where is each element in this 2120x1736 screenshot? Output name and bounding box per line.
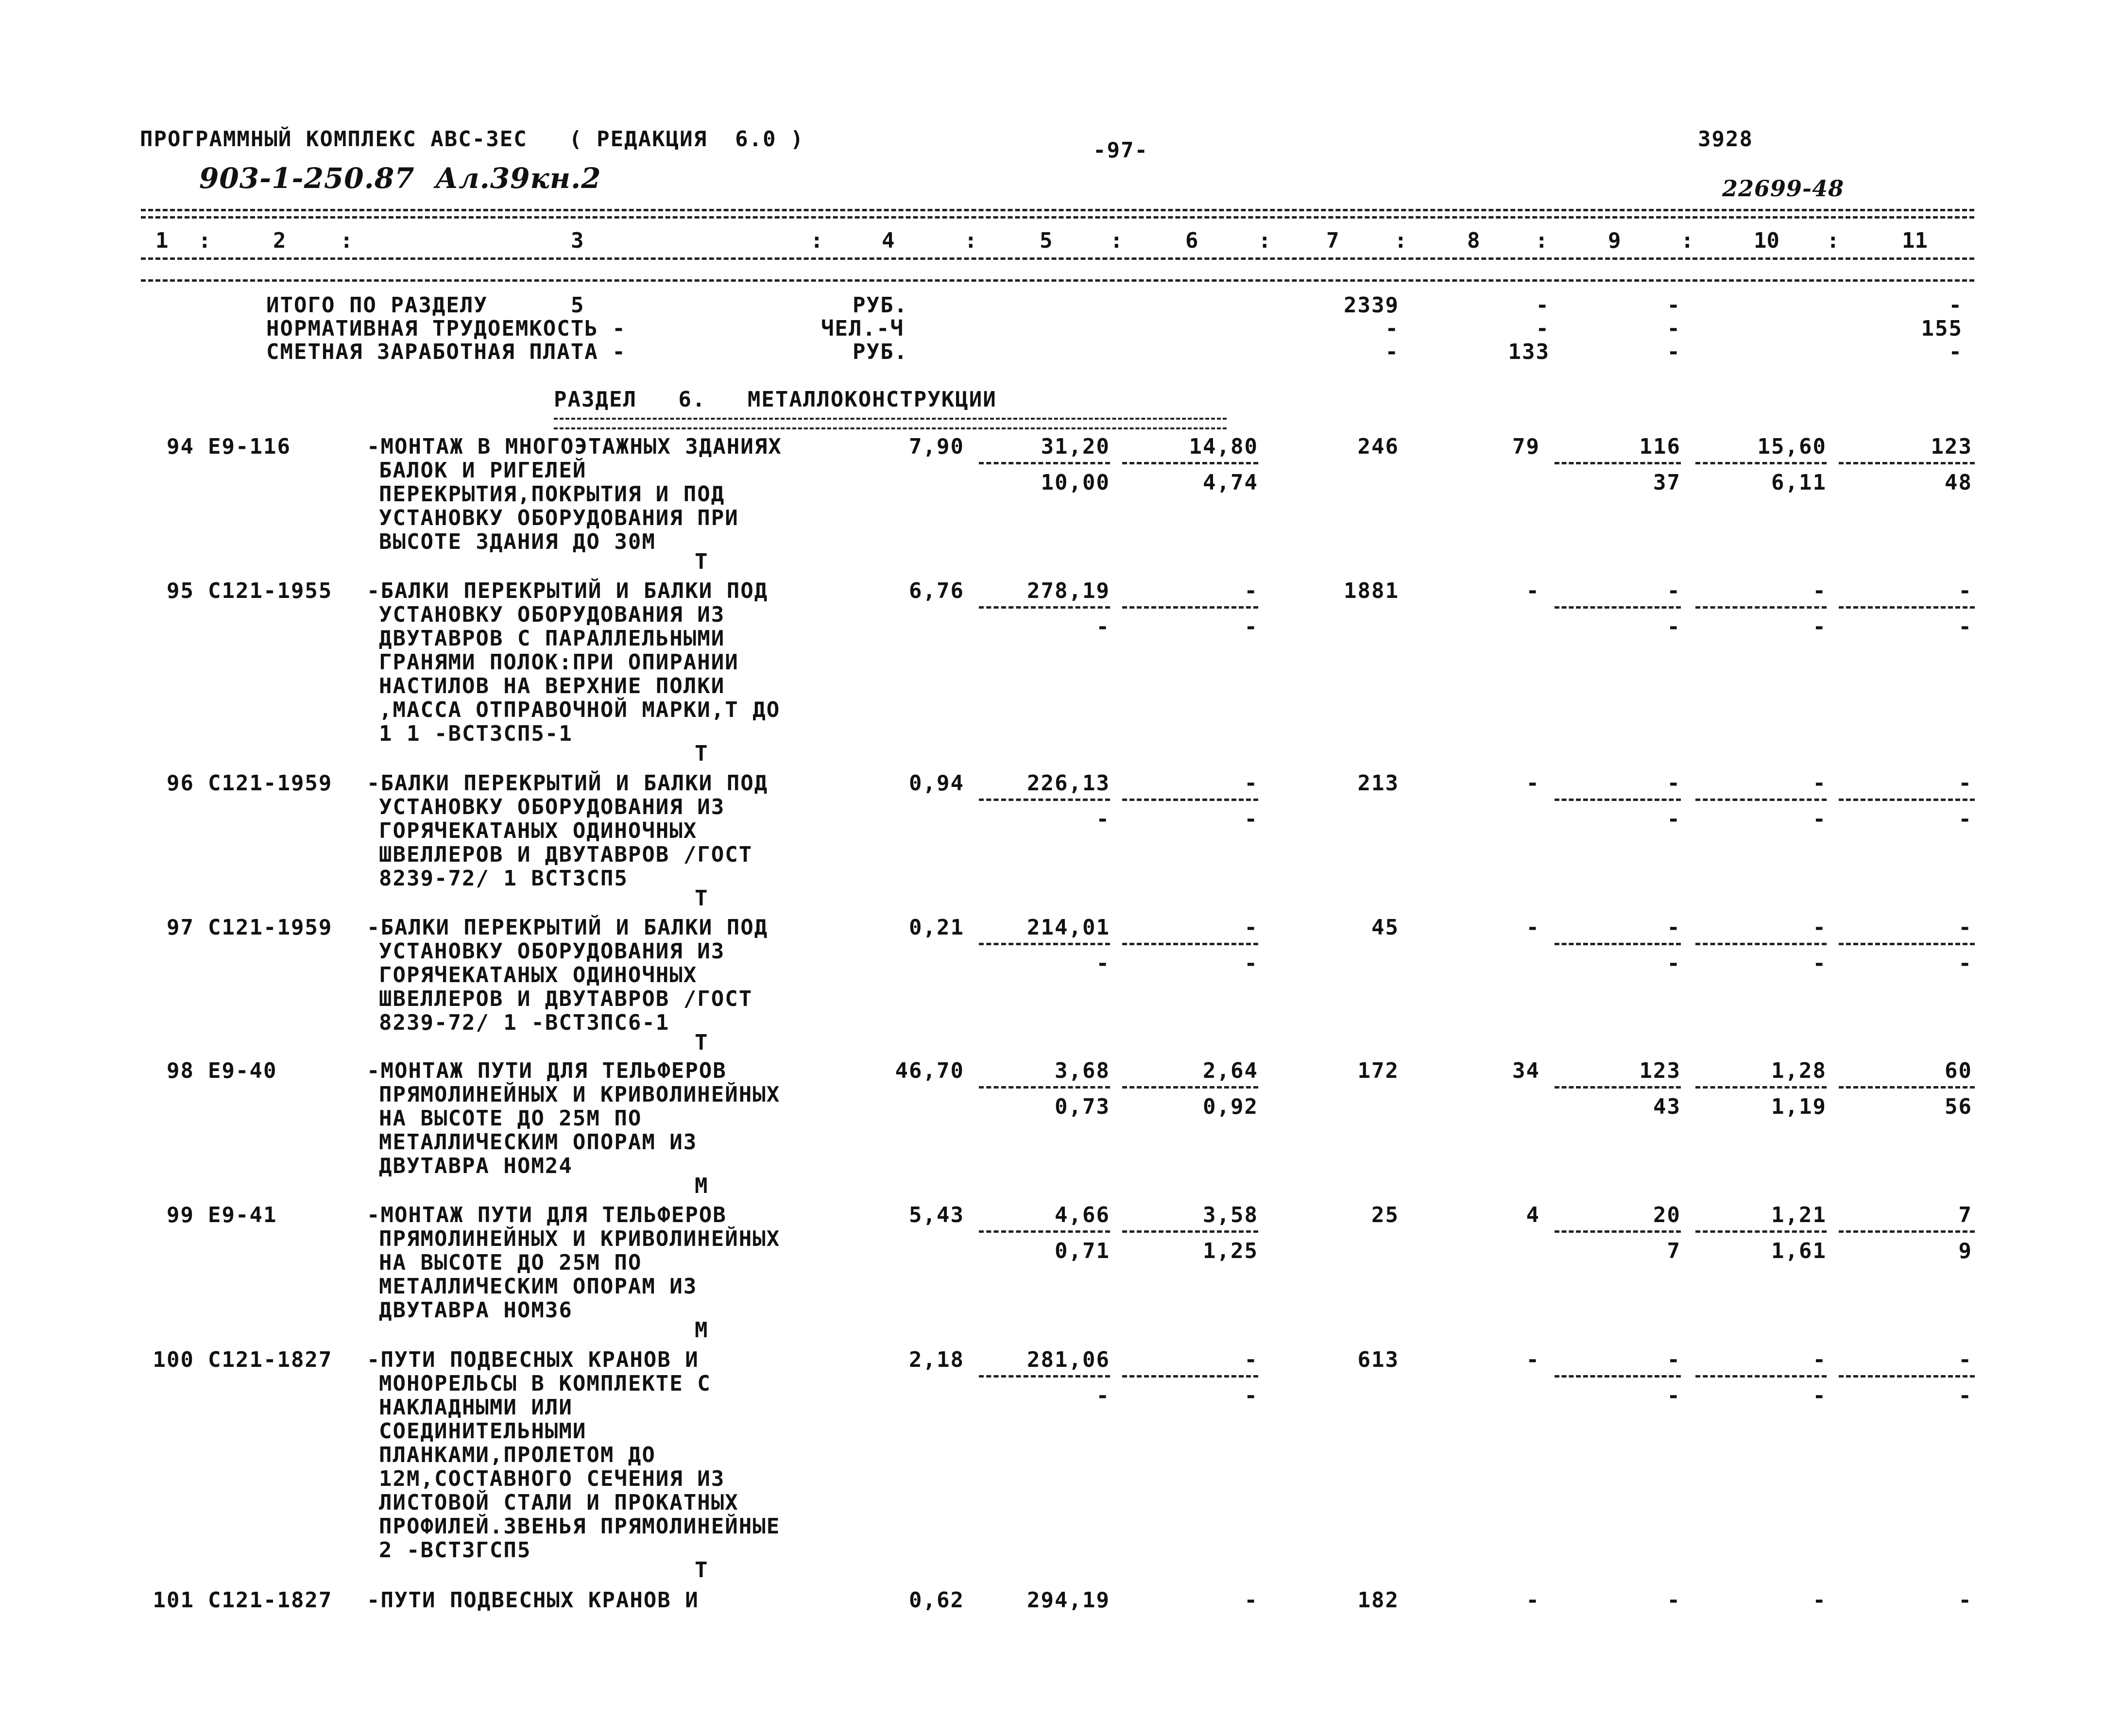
cell-c4: 7,90 xyxy=(909,434,964,459)
cell-c11: 7 xyxy=(1958,1203,1972,1227)
row-number: 97 xyxy=(167,915,194,940)
cell-c5b: - xyxy=(1096,614,1110,639)
row-description-line: ГОРЯЧЕКАТАНЫХ ОДИНОЧНЫХ xyxy=(379,818,698,843)
cell-divider-c6 xyxy=(1122,1375,1258,1378)
cell-c11: 60 xyxy=(1945,1058,1972,1083)
cell-c5b: 0,73 xyxy=(1055,1094,1110,1119)
row-number: 95 xyxy=(167,579,194,603)
cell-c10b: 6,11 xyxy=(1771,470,1827,495)
wage-unit: РУБ. xyxy=(853,340,908,364)
row-code: С121-1959 xyxy=(208,771,333,796)
row-description-line: 2 -ВСТ3ГСП5 xyxy=(379,1538,531,1563)
cell-c7: 182 xyxy=(1357,1588,1399,1613)
row-description-line: УСТАНОВКУ ОБОРУДОВАНИЯ ИЗ xyxy=(379,795,725,819)
cell-divider-c11 xyxy=(1839,1375,1975,1378)
column-number: 5 xyxy=(1040,228,1053,253)
wage-c7: - xyxy=(1385,340,1399,364)
row-unit: Т xyxy=(695,1030,709,1055)
column-separator: : xyxy=(1258,228,1271,253)
cell-c6b: - xyxy=(1244,1383,1258,1408)
row-description-line: -МОНТАЖ ПУТИ ДЛЯ ТЕЛЬФЕРОВ xyxy=(367,1203,727,1227)
cell-c4: 6,76 xyxy=(909,579,964,603)
cell-divider-c11 xyxy=(1839,1086,1975,1089)
row-code: С121-1959 xyxy=(208,915,333,940)
cell-c10: - xyxy=(1812,771,1827,796)
cell-c10: 15,60 xyxy=(1757,434,1827,459)
wage-c8: 133 xyxy=(1508,340,1550,364)
cell-c8: - xyxy=(1526,915,1540,940)
column-number: 6 xyxy=(1185,228,1198,253)
cell-c11b: 9 xyxy=(1958,1239,1972,1263)
cell-c11: - xyxy=(1958,1347,1972,1372)
row-description-line: 1 1 -ВСТ3СП5-1 xyxy=(379,721,573,746)
row-description-line: ПРЯМОЛИНЕЙНЫХ И КРИВОЛИНЕЙНЫХ xyxy=(379,1226,781,1251)
row-code: С121-1827 xyxy=(208,1347,333,1372)
cell-c10b: - xyxy=(1812,1383,1827,1408)
cell-c9: - xyxy=(1667,1588,1681,1613)
row-description-line: СОЕДИНИТЕЛЬНЫМИ xyxy=(379,1419,587,1444)
cell-divider-c5 xyxy=(979,943,1110,945)
row-description-line: НА ВЫСОТЕ ДО 25М ПО xyxy=(379,1106,642,1131)
column-number: 3 xyxy=(571,228,584,253)
row-number: 99 xyxy=(167,1203,194,1227)
cell-c6: - xyxy=(1244,915,1258,940)
row-description-line: ДВУТАВРА НОМ24 xyxy=(379,1154,573,1178)
row-number: 101 xyxy=(153,1588,194,1613)
row-description-line: МЕТАЛЛИЧЕСКИМ ОПОРАМ ИЗ xyxy=(379,1274,698,1299)
cell-c8: 4 xyxy=(1526,1203,1540,1227)
column-separator: : xyxy=(1394,228,1407,253)
cell-divider-c5 xyxy=(979,1375,1110,1378)
row-description-line: УСТАНОВКУ ОБОРУДОВАНИЯ ИЗ xyxy=(379,602,725,627)
cell-divider-c10 xyxy=(1695,1086,1827,1089)
cell-c11: 123 xyxy=(1931,434,1972,459)
column-number: 10 xyxy=(1754,228,1779,253)
cell-c11b: - xyxy=(1958,951,1972,976)
row-description-line: 12М,СОСТАВНОГО СЕЧЕНИЯ ИЗ xyxy=(379,1466,725,1491)
column-separator: : xyxy=(1827,228,1840,253)
row-description-line: НА ВЫСОТЕ ДО 25М ПО xyxy=(379,1250,642,1275)
row-description-line: ПЛАНКАМИ,ПРОЛЕТОМ ДО xyxy=(379,1443,656,1467)
cell-c10b: 1,61 xyxy=(1771,1239,1827,1263)
row-number: 98 xyxy=(167,1058,194,1083)
row-description-line: -МОНТАЖ В МНОГОЭТАЖНЫХ ЗДАНИЯХ xyxy=(367,434,782,459)
cell-c9: - xyxy=(1667,579,1681,603)
cell-divider-c9 xyxy=(1555,1086,1681,1089)
cell-divider-c9 xyxy=(1555,462,1681,464)
row-description-line: -БАЛКИ ПЕРЕКРЫТИЙ И БАЛКИ ПОД xyxy=(367,579,769,603)
row-code: Е9-41 xyxy=(208,1203,277,1227)
cell-c5b: - xyxy=(1096,807,1110,832)
cell-c7: 246 xyxy=(1357,434,1399,459)
row-description-line: ГРАНЯМИ ПОЛОК:ПРИ ОПИРАНИИ xyxy=(379,650,739,675)
row-description-line: УСТАНОВКУ ОБОРУДОВАНИЯ ПРИ xyxy=(379,506,739,530)
row-description-line: -БАЛКИ ПЕРЕКРЫТИЙ И БАЛКИ ПОД xyxy=(367,771,769,796)
row-description-line: ШВЕЛЛЕРОВ И ДВУТАВРОВ /ГОСТ xyxy=(379,842,753,867)
column-separator: : xyxy=(1110,228,1123,253)
row-description-line: МОНОРЕЛЬСЫ В КОМПЛЕКТЕ С xyxy=(379,1371,711,1396)
column-number: 11 xyxy=(1902,228,1928,253)
cell-c10b: 1,19 xyxy=(1771,1094,1827,1119)
cell-c5: 278,19 xyxy=(1027,579,1110,603)
row-number: 96 xyxy=(167,771,194,796)
cell-c9b: 7 xyxy=(1667,1239,1681,1263)
cell-c6b: - xyxy=(1244,807,1258,832)
row-description-line: -ПУТИ ПОДВЕСНЫХ КРАНОВ И xyxy=(367,1588,699,1613)
cell-c9: - xyxy=(1667,771,1681,796)
column-number: 7 xyxy=(1326,228,1339,253)
cell-divider-c9 xyxy=(1555,1375,1681,1378)
row-description-line: ПЕРЕКРЫТИЯ,ПОКРЫТИЯ И ПОД xyxy=(379,482,725,507)
row-code: С121-1955 xyxy=(208,579,333,603)
cell-c6b: - xyxy=(1244,951,1258,976)
cell-c6: 14,80 xyxy=(1189,434,1258,459)
cell-c4: 0,62 xyxy=(909,1588,964,1613)
cell-c6: - xyxy=(1244,771,1258,796)
row-description-line: ПРОФИЛЕЙ.ЗВЕНЬЯ ПРЯМОЛИНЕЙНЫЕ xyxy=(379,1514,781,1539)
labor-c11: 155 xyxy=(1921,316,1963,341)
row-description-line: ШВЕЛЛЕРОВ И ДВУТАВРОВ /ГОСТ xyxy=(379,987,753,1011)
cell-c11b: - xyxy=(1958,1383,1972,1408)
cell-divider-c6 xyxy=(1122,943,1258,945)
cell-c4: 46,70 xyxy=(895,1058,964,1083)
row-description-line: 8239-72/ 1 ВСТ3СП5 xyxy=(379,866,628,891)
row-description-line: ЛИСТОВОЙ СТАЛИ И ПРОКАТНЫХ xyxy=(379,1490,739,1515)
cell-c5: 3,68 xyxy=(1055,1058,1110,1083)
row-description-line: ДВУТАВРОВ С ПАРАЛЛЕЛЬНЫМИ xyxy=(379,626,725,651)
cell-c8: - xyxy=(1526,771,1540,796)
cell-c9: 116 xyxy=(1639,434,1681,459)
cell-c5: 4,66 xyxy=(1055,1203,1110,1227)
cell-c8: - xyxy=(1526,1347,1540,1372)
totals-section-number: 5 xyxy=(571,293,585,318)
cell-divider-c5 xyxy=(979,1086,1110,1089)
cell-c11b: 56 xyxy=(1945,1094,1972,1119)
cell-c6b: 4,74 xyxy=(1203,470,1258,495)
cell-c10b: - xyxy=(1812,951,1827,976)
row-description-line: ДВУТАВРА НОМ36 xyxy=(379,1298,573,1323)
cell-c9: 20 xyxy=(1653,1203,1681,1227)
row-unit: М xyxy=(695,1174,709,1198)
cell-c9b: 43 xyxy=(1653,1094,1681,1119)
cell-c8: - xyxy=(1526,579,1540,603)
cell-divider-c10 xyxy=(1695,799,1827,801)
cell-c4: 0,21 xyxy=(909,915,964,940)
row-description-line: ГОРЯЧЕКАТАНЫХ ОДИНОЧНЫХ xyxy=(379,963,698,987)
cell-c7: 45 xyxy=(1371,915,1399,940)
section-title: РАЗДЕЛ 6. МЕТАЛЛОКОНСТРУКЦИИ xyxy=(554,387,997,412)
cell-c9: - xyxy=(1667,1347,1681,1372)
wage-c11: - xyxy=(1949,340,1963,364)
cell-divider-c10 xyxy=(1695,462,1827,464)
cell-divider-c6 xyxy=(1122,462,1258,464)
row-description-line: -МОНТАЖ ПУТИ ДЛЯ ТЕЛЬФЕРОВ xyxy=(367,1058,727,1083)
cell-divider-c5 xyxy=(979,606,1110,609)
cell-c8: 34 xyxy=(1512,1058,1540,1083)
cell-c7: 1881 xyxy=(1344,579,1399,603)
labor-c9: - xyxy=(1667,316,1681,341)
cell-divider-c5 xyxy=(979,1230,1110,1233)
cell-divider-c11 xyxy=(1839,606,1975,609)
totals-c11: - xyxy=(1949,293,1963,318)
handwritten-reference: 22699-48 xyxy=(1722,175,1845,202)
column-separator: : xyxy=(340,228,353,253)
row-number: 94 xyxy=(167,434,194,459)
cell-divider-c9 xyxy=(1555,1230,1681,1233)
cell-divider-c10 xyxy=(1695,943,1827,945)
cell-c6b: 1,25 xyxy=(1203,1239,1258,1263)
cell-c11b: 48 xyxy=(1945,470,1972,495)
cell-divider-c6 xyxy=(1122,1230,1258,1233)
row-description-line: ПРЯМОЛИНЕЙНЫХ И КРИВОЛИНЕЙНЫХ xyxy=(379,1082,781,1107)
row-description-line: ВЫСОТЕ ЗДАНИЯ ДО 30М xyxy=(379,529,656,554)
cell-divider-c11 xyxy=(1839,462,1975,464)
cell-divider-c11 xyxy=(1839,799,1975,801)
column-number: 9 xyxy=(1608,228,1621,253)
column-separator: : xyxy=(964,228,977,253)
cell-c5: 31,20 xyxy=(1041,434,1110,459)
cell-c4: 5,43 xyxy=(909,1203,964,1227)
cell-c11: - xyxy=(1958,915,1972,940)
cell-c5b: - xyxy=(1096,951,1110,976)
cell-c9b: - xyxy=(1667,614,1681,639)
cell-divider-c9 xyxy=(1555,799,1681,801)
totals-c9: - xyxy=(1667,293,1681,318)
cell-c6: 3,58 xyxy=(1203,1203,1258,1227)
column-separator: : xyxy=(1535,228,1548,253)
labor-unit: ЧЕЛ.-Ч xyxy=(821,316,904,341)
cell-c10: - xyxy=(1812,915,1827,940)
cell-c5: 294,19 xyxy=(1027,1588,1110,1613)
cell-c4: 2,18 xyxy=(909,1347,964,1372)
cell-c5: 226,13 xyxy=(1027,771,1110,796)
cell-c10: - xyxy=(1812,1588,1827,1613)
cell-divider-c6 xyxy=(1122,799,1258,801)
header-rule-bottom xyxy=(141,257,1974,260)
totals-c8: - xyxy=(1536,293,1550,318)
cell-c8: - xyxy=(1526,1588,1540,1613)
cell-c9: 123 xyxy=(1639,1058,1681,1083)
cell-c6b: - xyxy=(1244,614,1258,639)
cell-c9: - xyxy=(1667,915,1681,940)
cell-c9b: - xyxy=(1667,1383,1681,1408)
cell-divider-c10 xyxy=(1695,1375,1827,1378)
labor-c7: - xyxy=(1385,316,1399,341)
cell-divider-c10 xyxy=(1695,606,1827,609)
column-separator: : xyxy=(1681,228,1694,253)
cell-divider-c5 xyxy=(979,799,1110,801)
row-description-line: УСТАНОВКУ ОБОРУДОВАНИЯ ИЗ xyxy=(379,939,725,964)
cell-c10: 1,21 xyxy=(1771,1203,1827,1227)
cell-divider-c9 xyxy=(1555,943,1681,945)
cell-divider-c6 xyxy=(1122,606,1258,609)
cell-divider-c11 xyxy=(1839,943,1975,945)
page-number: -97- xyxy=(1093,138,1148,163)
totals-rule xyxy=(141,279,1974,282)
cell-c10: 1,28 xyxy=(1771,1058,1827,1083)
cell-c6: - xyxy=(1244,1347,1258,1372)
row-description-line: ,МАССА ОТПРАВОЧНОЙ МАРКИ,Т ДО xyxy=(379,698,781,722)
row-unit: М xyxy=(695,1318,709,1343)
totals-label: ИТОГО ПО РАЗДЕЛУ xyxy=(266,293,488,318)
totals-c7: 2339 xyxy=(1344,293,1399,318)
row-unit: Т xyxy=(695,1558,709,1583)
header-rule-top xyxy=(141,209,1974,211)
wage-label: СМЕТНАЯ ЗАРАБОТНАЯ ПЛАТА - xyxy=(266,340,626,364)
program-title: ПРОГРАММНЫЙ КОМПЛЕКС АВС-3ЕС ( РЕДАКЦИЯ 6.0 ) xyxy=(140,127,804,152)
cell-c11b: - xyxy=(1958,614,1972,639)
wage-c9: - xyxy=(1667,340,1681,364)
cell-c11: - xyxy=(1958,771,1972,796)
cell-divider-c11 xyxy=(1839,1230,1975,1233)
cell-c7: 25 xyxy=(1371,1203,1399,1227)
cell-c10b: - xyxy=(1812,807,1827,832)
row-code: Е9-40 xyxy=(208,1058,277,1083)
cell-c6: - xyxy=(1244,1588,1258,1613)
row-description-line: МЕТАЛЛИЧЕСКИМ ОПОРАМ ИЗ xyxy=(379,1130,698,1155)
row-code: С121-1827 xyxy=(208,1588,333,1613)
cell-c7: 213 xyxy=(1357,771,1399,796)
row-description-line: -БАЛКИ ПЕРЕКРЫТИЙ И БАЛКИ ПОД xyxy=(367,915,769,940)
cell-c5b: 0,71 xyxy=(1055,1239,1110,1263)
cell-c6: - xyxy=(1244,579,1258,603)
labor-c8: - xyxy=(1536,316,1550,341)
cell-c8: 79 xyxy=(1512,434,1540,459)
cell-divider-c10 xyxy=(1695,1230,1827,1233)
cell-c11b: - xyxy=(1958,807,1972,832)
labor-label: НОРМАТИВНАЯ ТРУДОЕМКОСТЬ - xyxy=(266,316,626,341)
cell-c4: 0,94 xyxy=(909,771,964,796)
cell-c11: - xyxy=(1958,579,1972,603)
row-code: Е9-116 xyxy=(208,434,291,459)
cell-c10b: - xyxy=(1812,614,1827,639)
cell-c7: 172 xyxy=(1357,1058,1399,1083)
column-number: 2 xyxy=(273,228,286,253)
cell-c9b: - xyxy=(1667,807,1681,832)
section-underline xyxy=(554,418,1227,429)
cell-divider-c5 xyxy=(979,462,1110,464)
row-unit: Т xyxy=(695,549,709,574)
cell-c5: 214,01 xyxy=(1027,915,1110,940)
cell-c6: 2,64 xyxy=(1203,1058,1258,1083)
row-description-line: -ПУТИ ПОДВЕСНЫХ КРАНОВ И xyxy=(367,1347,699,1372)
document-number: 3928 xyxy=(1698,127,1753,152)
column-number: 1 xyxy=(155,228,169,253)
cell-c5b: 10,00 xyxy=(1041,470,1110,495)
totals-unit: РУБ. xyxy=(853,293,908,318)
cell-c11: - xyxy=(1958,1588,1972,1613)
column-number: 8 xyxy=(1467,228,1480,253)
cell-c10: - xyxy=(1812,579,1827,603)
cell-c9b: 37 xyxy=(1653,470,1681,495)
column-separator: : xyxy=(810,228,823,253)
cell-c5: 281,06 xyxy=(1027,1347,1110,1372)
cell-c5b: - xyxy=(1096,1383,1110,1408)
cell-divider-c9 xyxy=(1555,606,1681,609)
cell-c9b: - xyxy=(1667,951,1681,976)
row-description-line: БАЛОК И РИГЕЛЕЙ xyxy=(379,458,587,483)
handwritten-project-code: 903-1-250.87 Ал.39кн.2 xyxy=(199,162,601,195)
row-unit: Т xyxy=(695,741,709,766)
cell-divider-c6 xyxy=(1122,1086,1258,1089)
row-unit: Т xyxy=(695,886,709,911)
header-rule-top-2 xyxy=(141,216,1974,219)
column-number: 4 xyxy=(882,228,895,253)
cell-c10: - xyxy=(1812,1347,1827,1372)
row-number: 100 xyxy=(153,1347,194,1372)
row-description-line: НАКЛАДНЫМИ ИЛИ xyxy=(379,1395,573,1420)
cell-c6b: 0,92 xyxy=(1203,1094,1258,1119)
cell-c7: 613 xyxy=(1357,1347,1399,1372)
row-description-line: 8239-72/ 1 -ВСТ3ПС6-1 xyxy=(379,1010,670,1035)
column-separator: : xyxy=(198,228,211,253)
row-description-line: НАСТИЛОВ НА ВЕРХНИЕ ПОЛКИ xyxy=(379,674,725,698)
